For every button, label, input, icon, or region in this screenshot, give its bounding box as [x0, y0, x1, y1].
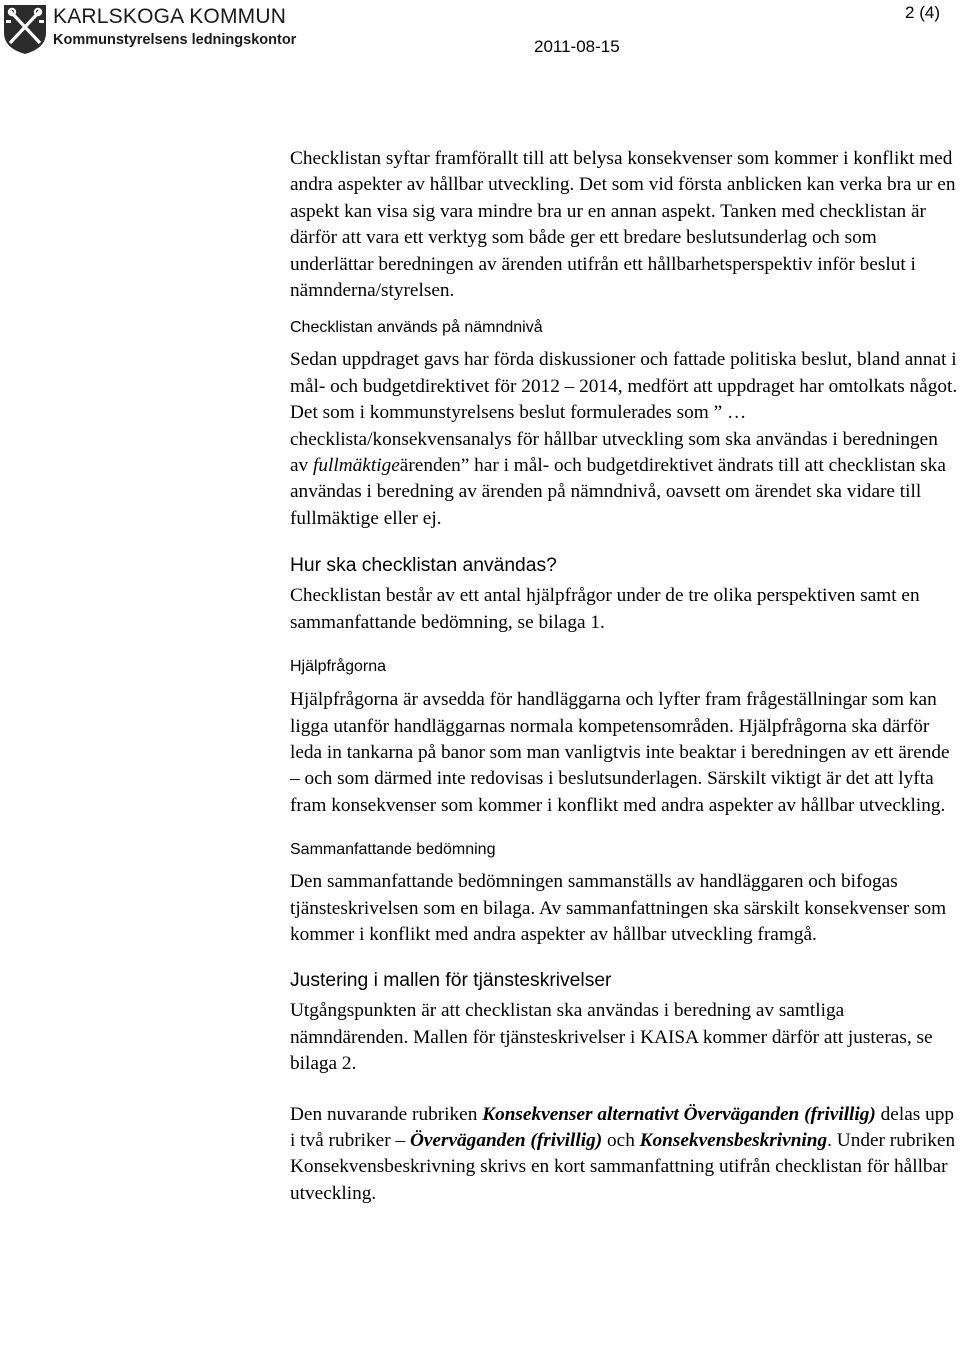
rubric-konsekvenser: Konsekvenser alternativt Överväganden (frivillig) [482, 1103, 876, 1125]
fullmaktige-emphasis: fullmäktige [313, 455, 400, 477]
paragraph-starting-point: Utgångspunkten är att checklistan ska användas i beredning av samtliga nämndärenden. Mallen för tjänsteskrivelser i KAISA kommer därför att justeras, se bilaga 2. [290, 1000, 933, 1075]
rubric-overvaganden: Överväganden (frivillig) [409, 1129, 603, 1151]
document-body [290, 146, 960, 1207]
paragraph-rubrics: Den nuvarande rubriken Konsekvenser alternativt Överväganden (frivillig) delas upp i två rubriker – Överväganden (frivillig) och Konsekvensbeskrivning. Under rubriken Konsekvensbeskrivning skrivs en kort sammanfattning utifrån checklistan för hållbar utveckling. [290, 1103, 956, 1204]
org-name: KARLSKOGA KOMMUN [53, 5, 287, 28]
paragraph-summary: Den sammanfattande bedömningen sammanställs av handläggaren och bifogas tjänsteskrivelsen som en bilaga. Av sammanfattningen ska särskilt konsekvenser som kommer i konflikt med andra aspekter av hållbar utveckling framgå. [290, 871, 947, 945]
subheading-hjalpfragorna: Hjälpfrågorna [290, 658, 387, 676]
paragraph-checklist-contents: Checklistan består av ett antal hjälpfrågor under de tre olika perspektiven samt en sammanfattande bedömning, se bilaga 1. [290, 585, 920, 633]
rubric-konsekvensbeskrivning: Konsekvensbeskrivning [639, 1129, 828, 1151]
paragraph-purpose: Checklistan syftar framförallt till att belysa konsekvenser som kommer i konflikt med andra aspekter av hållbar utveckling. Det som vid första anblicken kan verka bra ur en aspekt kan visa sig vara mindre bra ur en annan aspekt. Tanken med checklistan är därför att vara ett verktyg som både ger ett bredare beslutsunderlag och som underlättar beredningen av ärenden utifrån ett hållbarhetsperspektiv inför beslut i nämnderna/styrelsen. [290, 148, 956, 302]
page-number: 2 (4) [905, 3, 940, 22]
paragraph-background: Sedan uppdraget gavs har förda diskussioner och fattade politiska beslut, bland annat i mål- och budgetdirektivet för 2012 – 2014, medfört att uppdraget har omtolkats något. Det som i kommunstyrelsens beslut formulerades som ” … checklista/konsekvensanalys för hållbar utveckling som ska användas i beredningen av fullmäktigeärenden” har i mål- och budgetdirektivet ändrats till att checklistan ska användas i beredning av ärenden på nämndnivå, oavsett om ärendet ska vidare till fullmäktige eller ej. [290, 349, 958, 529]
heading-how-to-use: Hur ska checklistan användas? [290, 555, 557, 577]
department-name: Kommunstyrelsens ledningskontor [53, 32, 297, 48]
subheading-sammanfattande: Sammanfattande bedömning [290, 841, 496, 859]
heading-template-adjustment: Justering i mallen för tjänsteskrivelser [290, 970, 612, 992]
coat-of-arms-icon [2, 3, 48, 55]
document-date: 2011-08-15 [534, 37, 620, 56]
subheading-nivå: Checklistan används på nämndnivå [290, 319, 543, 337]
paragraph-help-questions: Hjälpfrågorna är avsedda för handläggarna och lyfter fram frågeställningar som kan ligga utanför handläggarnas normala kompetensområden. Hjälpfrågorna ska därför leda in tankarna på banor som man vanligtvis inte beaktar i beredningen av ett ärende – och som därmed inte redovisas i beslutsunderlagen. Särskilt viktigt är det att lyfta fram konsekvenser som kommer i konflikt med andra aspekter av hållbar utveckling. [290, 689, 950, 816]
karlskoga-logo [2, 3, 297, 55]
